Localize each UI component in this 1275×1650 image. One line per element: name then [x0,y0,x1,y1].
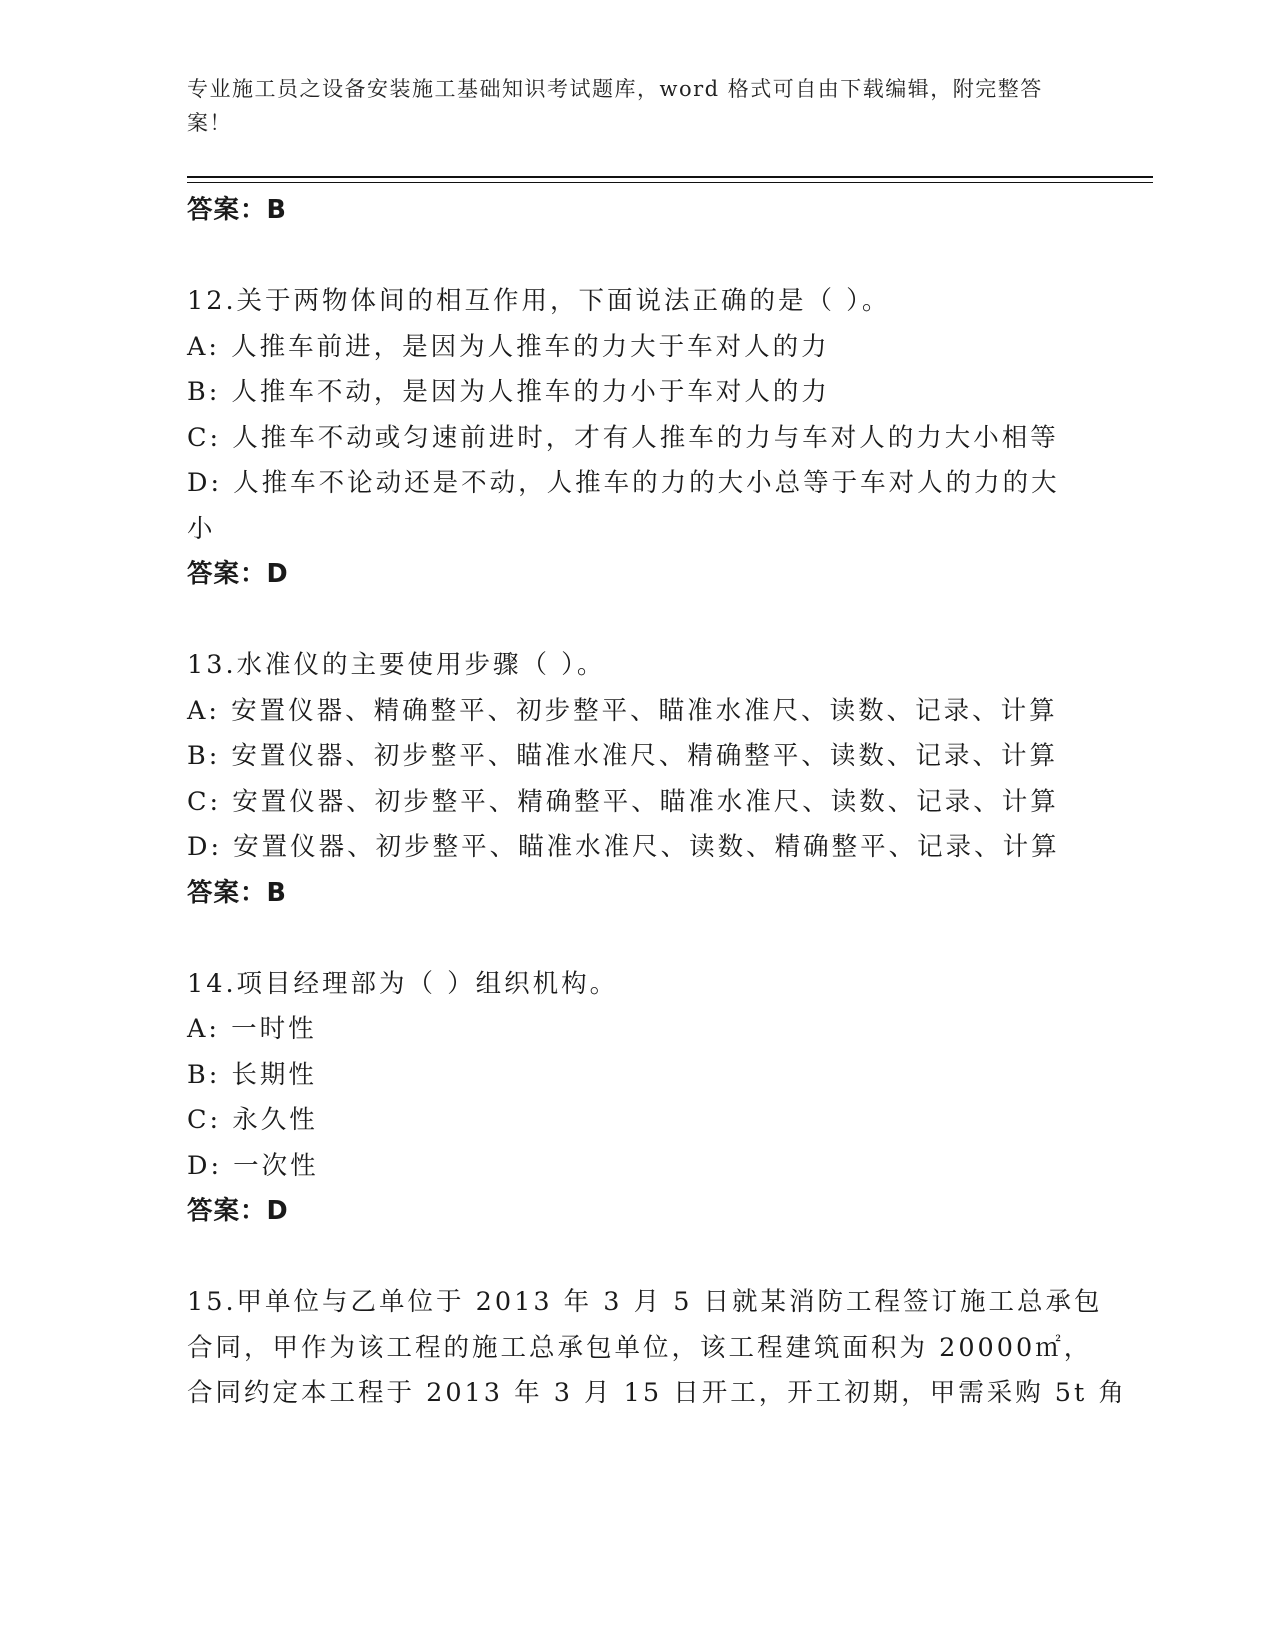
answer-line: 答案：B [187,195,287,225]
option-a: A: 一时性 [187,1014,317,1044]
question-block-13 [187,643,1077,916]
question-content [187,188,1127,1417]
option-a: A: 安置仪器、精确整平、初步整平、瞄准水准尺、读数、记录、计算 [187,695,1058,726]
option-b: B: 长期性 [187,1059,317,1090]
header-rule-thick [187,176,1153,178]
question-stem-line-1: 15.甲单位与乙单位于 2013 年 3 月 5 日就某消防工程签订施工总承包 [187,1287,1103,1317]
question-stem: 14.项目经理部为（ ）组织机构。 [187,968,619,999]
option-a: A: 人推车前进，是因为人推车的力大于车对人的力 [187,331,830,362]
option-c: C: 人推车不动或匀速前进时，才有人推车的力与车对人的力大小相等 [187,422,1059,453]
question-block-12 [187,279,1077,598]
page-header-text: 专业施工员之设备安装施工基础知识考试题库，word 格式可自由下载编辑，附完整答案！ [187,77,1043,135]
question-stem: 13.水准仪的主要使用步骤（ ）。 [187,650,606,680]
question-stem-line-3: 合同约定本工程于 2013 年 3 月 15 日开工，开工初期，甲需采购 5t 角 [187,1378,1127,1408]
option-b: B: 安置仪器、初步整平、瞄准水准尺、精确整平、读数、记录、计算 [187,741,1058,771]
question-block-14 [187,962,1077,1235]
option-c: C: 永久性 [187,1105,318,1135]
option-d: D: 人推车不论动还是不动，人推车的力的大小总等于车对人的力的大小 [187,468,1060,544]
option-c: C: 安置仪器、初步整平、精确整平、瞄准水准尺、读数、记录、计算 [187,786,1059,817]
answer-line: 答案：D [187,1196,289,1226]
header-rule-thin [187,182,1153,183]
question-stem: 12.关于两物体间的相互作用，下面说法正确的是（ ）。 [187,286,891,316]
option-d: D: 一次性 [187,1150,319,1181]
option-b: B: 人推车不动，是因为人推车的力小于车对人的力 [187,377,830,407]
question-stem-line-2: 合同，甲作为该工程的施工总承包单位，该工程建筑面积为 20000㎡， [187,1332,1093,1363]
question-block-15 [187,1280,1127,1417]
answer-line: 答案：B [187,877,287,908]
answer-line: 答案：D [187,559,289,589]
option-d: D: 安置仪器、初步整平、瞄准水准尺、读数、精确整平、记录、计算 [187,832,1060,862]
